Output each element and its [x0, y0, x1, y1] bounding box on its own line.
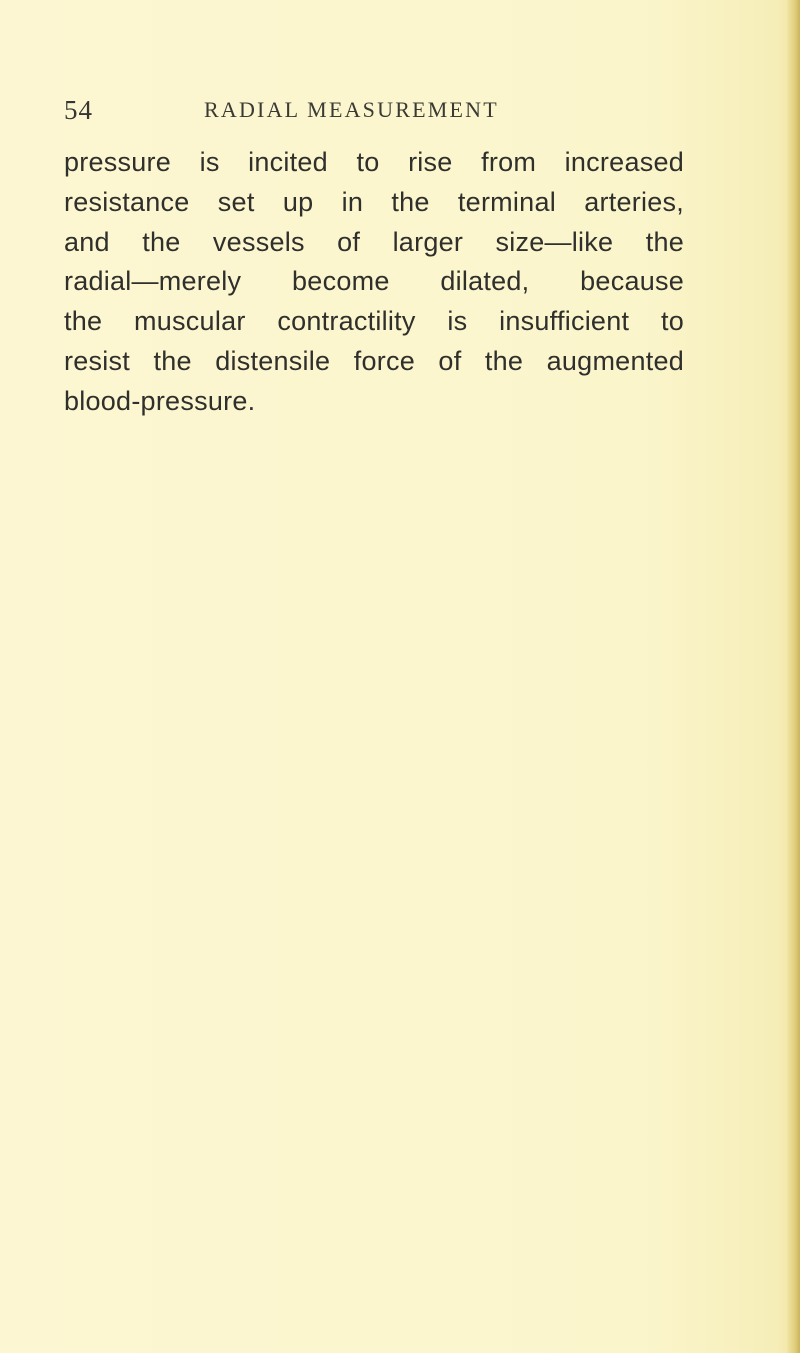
page-header: [64, 92, 564, 128]
text-line-5: the muscular contractility is insufficient to: [64, 306, 684, 337]
text-line-3: and the vessels of larger size—like the: [64, 226, 684, 257]
text-line-2: resistance set up in the terminal arteries,: [64, 186, 684, 217]
text-line-7: blood-pressure.: [64, 385, 256, 416]
text-line-4: radial—merely become dilated, because: [64, 266, 684, 297]
page-number: 54: [64, 95, 93, 125]
text-line-6: resist the distensile force of the augmented: [64, 345, 684, 376]
running-head: RADIAL MEASUREMENT: [204, 97, 499, 122]
text-line-1: pressure is incited to rise from increased: [64, 147, 684, 177]
body-paragraph: [64, 143, 684, 422]
page-edge-shading: [786, 0, 800, 1353]
